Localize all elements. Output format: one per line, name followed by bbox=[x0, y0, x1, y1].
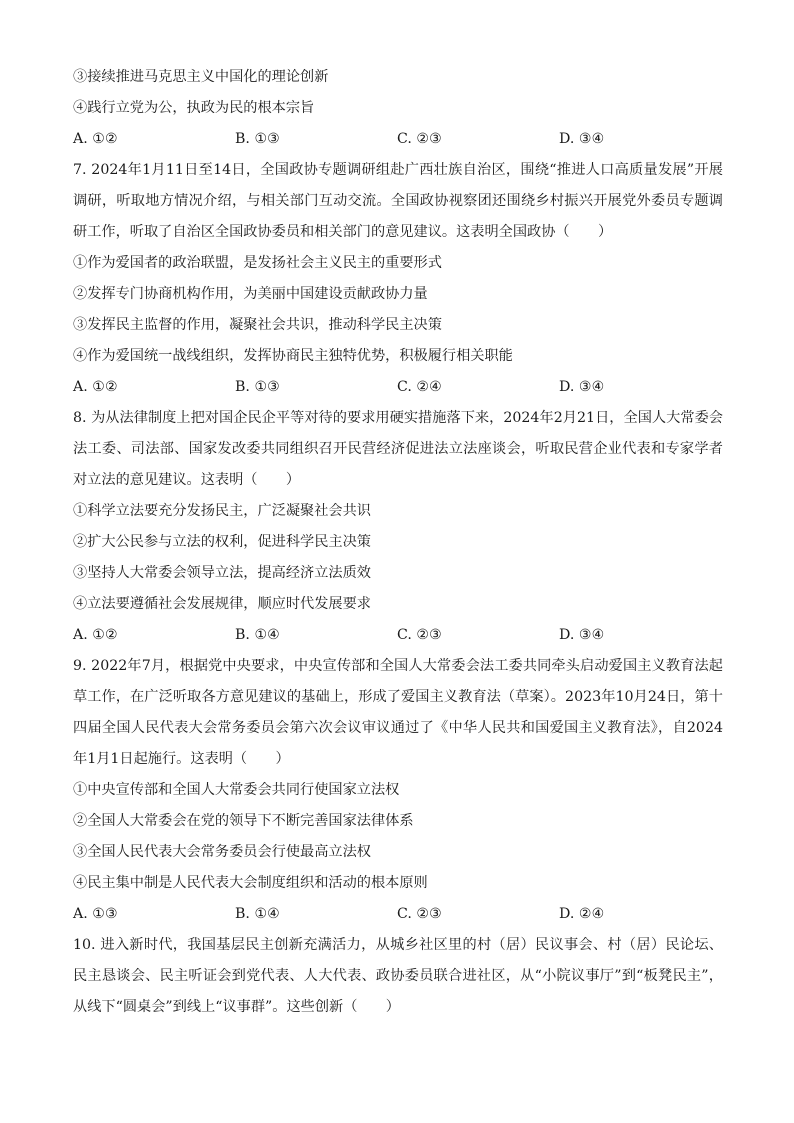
q6-option-d: D. ③④ bbox=[559, 131, 605, 147]
q7-option-c: C. ②④ bbox=[397, 379, 442, 395]
q8-stem: 8. 为从法律制度上把对国企民企平等对待的要求用硬实措施落下来，2024年2月21日，全国人大常委会法工委、司法部、国家发改委共同组织召开民营经济促进法立法座谈会，听取民营企业代表和专家学者对立法的意见建议。这表明（ ） bbox=[73, 410, 723, 488]
q8-option-c: C. ②③ bbox=[397, 627, 442, 643]
question-10 bbox=[73, 930, 723, 1023]
q8-item-2: ②扩大公民参与立法的权利，促进科学民主决策 bbox=[73, 534, 371, 550]
q9-options bbox=[73, 899, 723, 930]
q8-options bbox=[73, 620, 723, 651]
q8-item-1: ①科学立法要充分发扬民主，广泛凝聚社会共识 bbox=[73, 503, 371, 519]
q9-item-3: ③全国人民代表大会常务委员会行使最高立法权 bbox=[73, 844, 371, 860]
q6-item-4: ④践行立党为公，执政为民的根本宗旨 bbox=[73, 100, 315, 116]
q6-options bbox=[73, 124, 723, 155]
question-8 bbox=[73, 403, 723, 651]
q7-item-3: ③发挥民主监督的作用，凝聚社会共识，推动科学民主决策 bbox=[73, 317, 442, 333]
q8-option-b: B. ①④ bbox=[235, 627, 280, 643]
q9-option-a: A. ①③ bbox=[73, 906, 118, 922]
q8-item-3: ③坚持人大常委会领导立法，提高经济立法质效 bbox=[73, 565, 371, 581]
q7-item-2: ②发挥专门协商机构作用，为美丽中国建设贡献政协力量 bbox=[73, 286, 428, 302]
q7-option-a: A. ①② bbox=[73, 379, 118, 395]
q9-option-b: B. ①④ bbox=[235, 906, 280, 922]
q10-stem: 10. 进入新时代，我国基层民主创新充满活力，从城乡社区里的村（居）民议事会、村（居）民论坛、民主恳谈会、民主听证会到党代表、人大代表、政协委员联合进社区，从“小院议事厅”到“板凳民主”，从线下“圆桌会”到线上“议事群”。这些创新（ ） bbox=[73, 937, 723, 1015]
q9-option-d: D. ②④ bbox=[559, 906, 605, 922]
question-9 bbox=[73, 651, 723, 930]
q9-item-1: ①中央宣传部和全国人大常委会共同行使国家立法权 bbox=[73, 782, 400, 798]
exam-page bbox=[73, 62, 723, 1023]
q9-item-2: ②全国人大常委会在党的领导下不断完善国家法律体系 bbox=[73, 813, 414, 829]
q9-stem: 9. 2022年7月，根据党中央要求，中央宣传部和全国人大常委会法工委共同牵头启动爱国主义教育法起草工作，在广泛听取各方意见建议的基础上，形成了爱国主义教育法（草案）。2023年10月24日，第十四届全国人民代表大会常务委员会第六次会议审议通过了《中华人民共和国爱国主义教育法》，自2024年1月1日起施行。这表明（ ） bbox=[73, 658, 723, 767]
q8-option-d: D. ③④ bbox=[559, 627, 605, 643]
q6-option-b: B. ①③ bbox=[235, 131, 280, 147]
q6-option-c: C. ②③ bbox=[397, 131, 442, 147]
q7-option-b: B. ①③ bbox=[235, 379, 280, 395]
q8-option-a: A. ①② bbox=[73, 627, 118, 643]
question-7 bbox=[73, 155, 723, 403]
q6-option-a: A. ①② bbox=[73, 131, 118, 147]
q7-options bbox=[73, 372, 723, 403]
q7-item-1: ①作为爱国者的政治联盟，是发扬社会主义民主的重要形式 bbox=[73, 255, 442, 271]
question-6 bbox=[73, 62, 723, 155]
q7-option-d: D. ③④ bbox=[559, 379, 605, 395]
q8-item-4: ④立法要遵循社会发展规律，顺应时代发展要求 bbox=[73, 596, 371, 612]
q9-item-4: ④民主集中制是人民代表大会制度组织和活动的根本原则 bbox=[73, 875, 428, 891]
q6-item-3: ③接续推进马克思主义中国化的理论创新 bbox=[73, 69, 329, 85]
q7-item-4: ④作为爱国统一战线组织，发挥协商民主独特优势，积极履行相关职能 bbox=[73, 348, 513, 364]
q7-stem: 7. 2024年1月11日至14日，全国政协专题调研组赴广西壮族自治区，围绕“推进人口高质量发展”开展调研，听取地方情况介绍，与相关部门互动交流。全国政协视察团还围绕乡村振兴开展党外委员专题调研工作，听取了自治区全国政协委员和相关部门的意见建议。这表明全国政协（ ） bbox=[73, 162, 723, 240]
q9-option-c: C. ②③ bbox=[397, 906, 442, 922]
